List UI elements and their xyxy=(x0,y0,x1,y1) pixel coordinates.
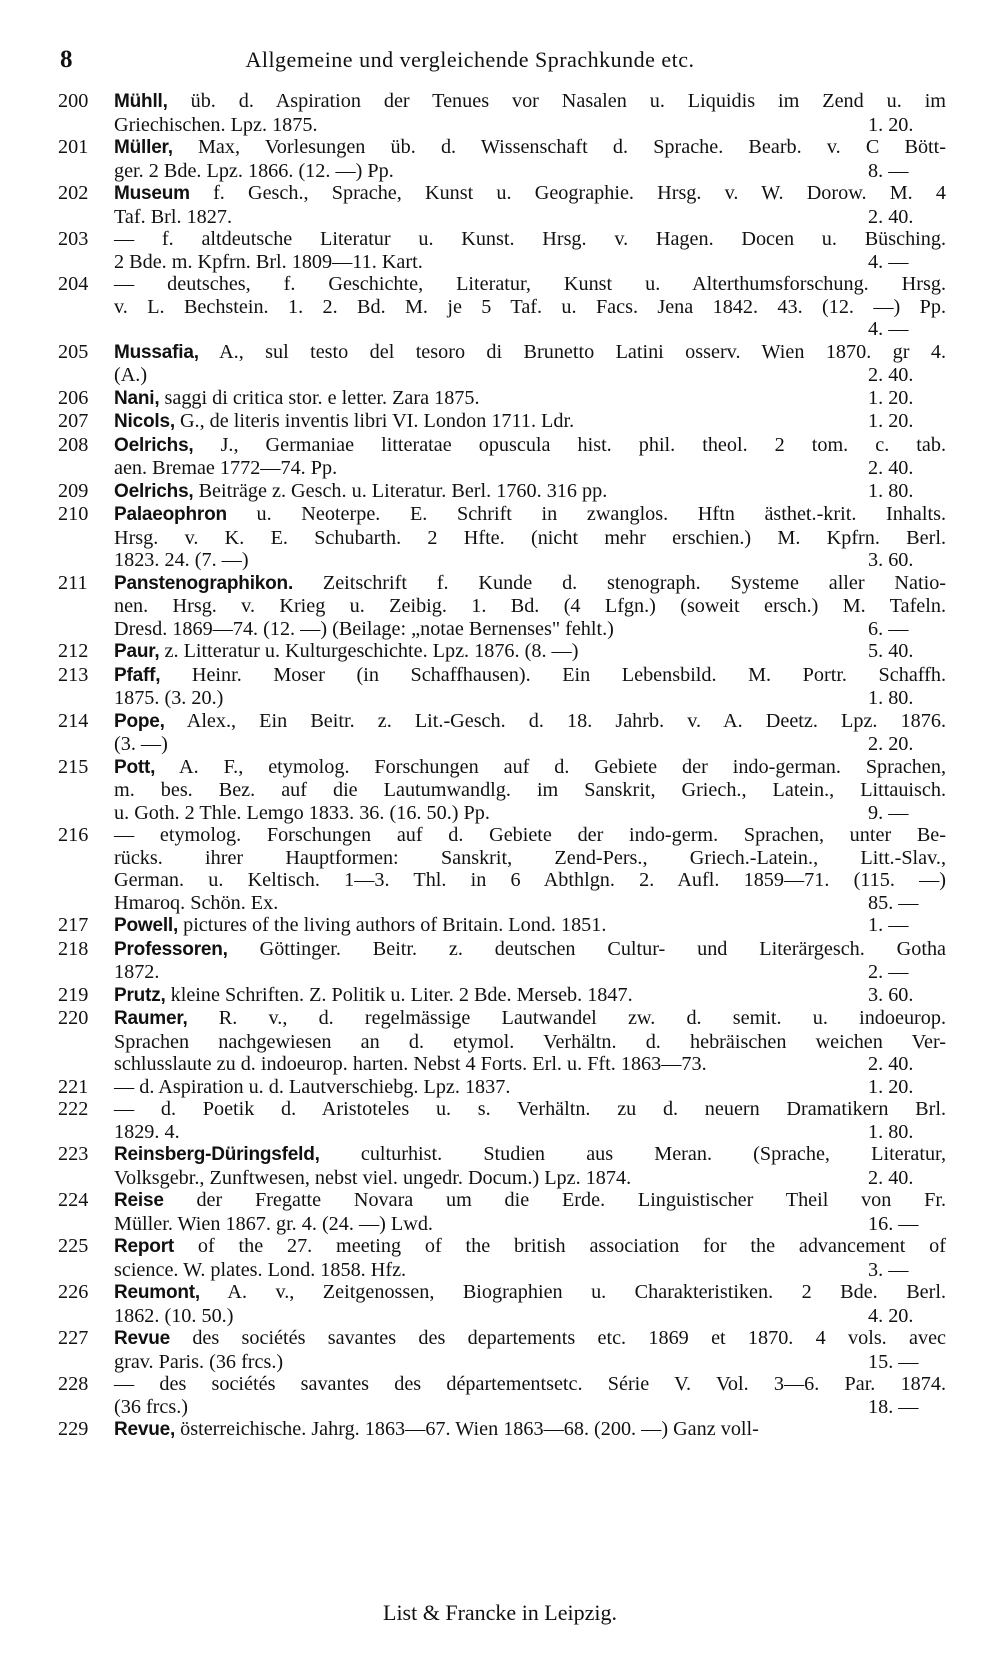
catalog-entry xyxy=(58,1076,946,1099)
entry-text: des sociétés savantes des departements etc. 1869 et 1870. 4 vols. avec xyxy=(192,1327,946,1349)
entry-line xyxy=(114,503,946,527)
entry-line xyxy=(114,756,946,780)
entry-author: Pfaff, xyxy=(114,664,161,686)
entry-body xyxy=(114,182,946,228)
entry-line xyxy=(114,984,946,1008)
entry-line xyxy=(114,182,946,206)
entry-number: 205 xyxy=(58,340,89,363)
entry-price: 2. 40. xyxy=(868,364,914,386)
entry-body xyxy=(114,914,946,938)
entry-line xyxy=(114,1007,946,1031)
entry-number: 211 xyxy=(58,571,88,594)
entry-author: Reumont, xyxy=(114,1282,201,1303)
entry-text: Beiträge z. Gesch. u. Literatur. Berl. 1760. 316 pp. xyxy=(198,479,608,502)
entry-text: üb. d. Aspiration der Tenues vor Nasalen u. Liquidis im Zend u. im xyxy=(190,90,947,112)
catalog-entry xyxy=(58,984,946,1008)
entry-author: Report xyxy=(114,1236,175,1257)
entry-number: 216 xyxy=(58,824,89,846)
entry-line xyxy=(114,1143,946,1167)
entry-number: 208 xyxy=(58,433,89,456)
entry-text: (A.) xyxy=(114,364,148,386)
entry-price: 2. — xyxy=(868,961,909,983)
entry-body xyxy=(114,1189,946,1235)
entry-price: 2. 40. xyxy=(868,457,914,479)
entry-text: saggi di critica stor. e letter. Zara 1875. xyxy=(164,386,480,409)
entry-text: f. Gesch., Sprache, Kunst u. Geographie. Hrsg. v. W. Dorow. M. 4 xyxy=(213,182,946,204)
catalog-entry xyxy=(58,228,946,273)
entry-line xyxy=(114,1121,946,1144)
entry-body xyxy=(114,640,946,664)
entry-text: grav. Paris. (36 frcs.) xyxy=(114,1350,284,1373)
entry-line xyxy=(114,527,946,550)
entry-text: G., de literis inventis libri VI. London 1711. Ldr. xyxy=(179,410,575,432)
entry-body xyxy=(114,387,946,411)
entry-price: 9. — xyxy=(868,801,909,824)
entry-body xyxy=(114,756,946,825)
entry-line xyxy=(114,687,946,710)
entry-author: Nani, xyxy=(114,387,160,409)
entry-text: — d. Aspiration u. d. Lautverschiebg. Lpz. 1837. xyxy=(114,1075,511,1098)
entry-price: 1. 80. xyxy=(868,687,914,709)
entry-line xyxy=(114,1351,946,1374)
entry-body xyxy=(114,410,946,434)
entry-author: Prutz, xyxy=(114,984,166,1006)
entry-number: 226 xyxy=(58,1281,89,1303)
entry-text: Zeitschrift f. Kunde d. stenograph. Systeme aller Natio- xyxy=(322,571,947,594)
entry-price: 16. — xyxy=(868,1212,919,1235)
entry-number: 212 xyxy=(58,640,89,662)
entry-text: v. L. Bechstein. 1. 2. Bd. M. je 5 Taf. u. Facs. Jena 1842. 43. (12. —) Pp. xyxy=(114,295,946,318)
catalog-entry xyxy=(58,710,946,756)
entry-price: 6. — xyxy=(868,617,909,640)
entry-number: 213 xyxy=(58,663,89,686)
entry-line xyxy=(114,938,946,962)
entry-line xyxy=(114,160,946,183)
entry-line xyxy=(114,1327,946,1351)
entry-text: Müller. Wien 1867. gr. 4. (24. —) Lwd. xyxy=(114,1212,433,1235)
entry-body xyxy=(114,1143,946,1189)
catalog-entry xyxy=(58,1189,946,1235)
entry-author: Powell, xyxy=(114,915,179,936)
entry-author: Reinsberg-Düringsfeld, xyxy=(114,1144,320,1165)
entry-number: 229 xyxy=(58,1418,89,1440)
entry-text: A. F., etymolog. Forschungen auf d. Gebiete der indo-german. Sprachen, xyxy=(179,755,946,778)
entry-text: schlusslaute zu d. indoeurop. harten. Nebst 4 Forts. Erl. u. Fft. 1863—73. xyxy=(114,1053,707,1075)
catalog-entry xyxy=(58,1235,946,1281)
catalog-entry xyxy=(58,824,946,914)
entry-number: 206 xyxy=(58,386,89,409)
entry-body xyxy=(114,824,946,914)
entry-line xyxy=(114,1031,946,1054)
entry-price: 4. 20. xyxy=(868,1304,914,1327)
entry-text: 1829. 4. xyxy=(114,1120,180,1143)
entry-line xyxy=(114,733,946,756)
entry-number: 214 xyxy=(58,709,89,732)
entry-text: German. u. Keltisch. 1—3. Thl. in 6 Abthlgn. 2. Aufl. 1859—71. (115. —) xyxy=(114,869,946,891)
entry-body xyxy=(114,664,946,710)
entry-price: 1. 80. xyxy=(868,479,914,502)
entry-text: (36 frcs.) xyxy=(114,1395,188,1418)
catalog-entry xyxy=(58,503,946,572)
entry-text: R. v., d. regelmässige Lautwandel zw. d. semit. u. indoeurop. xyxy=(218,1007,946,1029)
entry-body xyxy=(114,1098,946,1143)
entry-line xyxy=(114,914,946,938)
entry-body xyxy=(114,503,946,572)
entry-price: 4. — xyxy=(868,318,909,340)
entry-number: 220 xyxy=(58,1007,89,1029)
catalog-entry xyxy=(58,1007,946,1076)
page-number: 8 xyxy=(60,46,73,73)
entry-number: 215 xyxy=(58,755,89,778)
entry-text: nen. Hrsg. v. Krieg u. Zeibig. 1. Bd. (4 Lfgn.) (soweit ersch.) M. Tafeln. xyxy=(114,595,946,617)
entry-price: 1. 20. xyxy=(868,410,914,432)
entry-text: — deutsches, f. Geschichte, Literatur, Kunst u. Alterthumsforschung. Hrsg. xyxy=(114,273,946,295)
entry-number: 217 xyxy=(58,914,89,936)
entry-price: 18. — xyxy=(868,1395,919,1418)
entry-text: 1862. (10. 50.) xyxy=(114,1304,234,1327)
entry-body xyxy=(114,480,946,504)
entry-line xyxy=(114,1396,946,1419)
catalog-entry xyxy=(58,480,946,504)
entry-author: Mühll, xyxy=(114,91,168,112)
entry-price xyxy=(868,1418,946,1442)
entry-line xyxy=(114,228,946,251)
catalog-entry xyxy=(58,1098,946,1143)
entry-number: 218 xyxy=(58,937,89,960)
entry-text: Heinr. Moser (in Schaffhausen). Ein Lebensbild. M. Portr. Schaffh. xyxy=(191,663,947,686)
entry-price: 1. 20. xyxy=(868,113,914,136)
entry-body xyxy=(114,1373,946,1418)
entry-number: 223 xyxy=(58,1143,89,1165)
catalog-entry xyxy=(58,387,946,411)
entry-body xyxy=(114,1007,946,1076)
entry-author: Panstenographikon. xyxy=(114,572,294,594)
entry-line xyxy=(114,90,946,114)
entry-text: Alex., Ein Beitr. z. Lit.-Gesch. d. 18. Jahrb. v. A. Deetz. Lpz. 1876. xyxy=(186,709,946,732)
entry-author: Palaeophron xyxy=(114,504,227,525)
entry-price: 8. — xyxy=(868,159,909,182)
entry-price: 1. 20. xyxy=(868,386,914,409)
entry-line xyxy=(114,206,946,229)
entry-line xyxy=(114,1167,946,1190)
catalog-entry xyxy=(58,1327,946,1373)
entry-text: 1872. xyxy=(114,961,160,983)
entry-number: 222 xyxy=(58,1098,89,1120)
entry-body xyxy=(114,984,946,1008)
entry-line xyxy=(114,1259,946,1282)
entry-line xyxy=(114,1213,946,1236)
entry-line xyxy=(114,961,946,984)
entry-text: ger. 2 Bde. Lpz. 1866. (12. —) Pp. xyxy=(114,159,394,182)
entry-line xyxy=(114,1373,946,1396)
entry-line xyxy=(114,364,946,387)
entry-text: — etymolog. Forschungen auf d. Gebiete der indo-germ. Sprachen, unter Be- xyxy=(114,824,946,846)
entry-line xyxy=(114,273,946,296)
entry-line xyxy=(114,387,946,411)
entry-author: Nicols, xyxy=(114,411,175,432)
entry-line xyxy=(114,1235,946,1259)
entry-text: Max, Vorlesungen üb. d. Wissenschaft d. Sprache. Bearb. v. C Bött- xyxy=(197,136,946,158)
entry-body xyxy=(114,1076,946,1099)
entry-number: 224 xyxy=(58,1189,89,1211)
entry-body xyxy=(114,1281,946,1327)
catalog-entry xyxy=(58,90,946,136)
entry-price: 85. — xyxy=(868,891,919,914)
entry-price: 1. 20. xyxy=(868,1075,914,1098)
entry-number: 207 xyxy=(58,410,89,432)
entry-number: 227 xyxy=(58,1327,89,1349)
entry-number: 221 xyxy=(58,1075,89,1098)
entry-number: 200 xyxy=(58,90,89,112)
running-title: Allgemeine und vergleichende Sprachkunde etc. xyxy=(245,47,695,72)
entry-text: der Fregatte Novara um die Erde. Linguistischer Theil von Fr. xyxy=(196,1189,946,1211)
entry-author: Mussafia, xyxy=(114,341,199,363)
entry-number: 228 xyxy=(58,1373,89,1395)
entry-line xyxy=(114,1098,946,1121)
entry-author: Oelrichs, xyxy=(114,480,194,502)
entry-price: 2. 40. xyxy=(868,1166,914,1189)
catalog-entry xyxy=(58,434,946,480)
entry-number: 210 xyxy=(58,503,89,525)
entry-author: Revue xyxy=(114,1328,171,1349)
entry-body xyxy=(114,710,946,756)
entry-line xyxy=(114,892,946,915)
entry-text: J., Germaniae litteratae opuscula hist. phil. theol. 2 tom. c. tab. xyxy=(220,433,946,456)
entry-number: 225 xyxy=(58,1235,89,1257)
entry-line xyxy=(114,1281,946,1305)
entry-body xyxy=(114,938,946,984)
entry-line xyxy=(114,1189,946,1213)
entry-text: m. bes. Bez. auf die Lautumwandlg. im Sanskrit, Griech., Latein., Littauisch. xyxy=(114,779,946,801)
entry-line xyxy=(114,457,946,480)
catalog-entry xyxy=(58,640,946,664)
catalog-entry xyxy=(58,1143,946,1189)
entry-line xyxy=(114,802,946,825)
entry-text: Volksgebr., Zunftwesen, nebst viel. ungedr. Docum.) Lpz. 1874. xyxy=(114,1166,632,1189)
catalog-entry xyxy=(58,1281,946,1327)
entry-line xyxy=(114,595,946,618)
entry-text: aen. Bremae 1772—74. Pp. xyxy=(114,457,338,479)
entry-author: Oelrichs, xyxy=(114,434,194,456)
entry-text: — d. Poetik d. Aristoteles u. s. Verhältn. zu d. neuern Dramatikern Brl. xyxy=(114,1098,946,1120)
catalog-entry xyxy=(58,273,946,341)
entry-number: 204 xyxy=(58,273,89,295)
entry-text: Taf. Brl. 1827. xyxy=(114,205,233,228)
entry-body xyxy=(114,1327,946,1373)
entry-line xyxy=(114,114,946,137)
catalog-entry xyxy=(58,182,946,228)
entry-line xyxy=(114,341,946,365)
catalog-entry xyxy=(58,572,946,641)
entry-author: Paur, xyxy=(114,641,160,662)
entry-price: 3. — xyxy=(868,1258,909,1281)
entry-line xyxy=(114,251,946,274)
catalog-entry xyxy=(58,664,946,710)
catalog-entry xyxy=(58,341,946,387)
catalog-entry xyxy=(58,136,946,182)
entry-price: 1. — xyxy=(868,914,909,936)
entry-text: A. v., Zeitgenossen, Biographien u. Charakteristiken. 2 Bde. Berl. xyxy=(227,1281,946,1303)
entry-text: — f. altdeutsche Literatur u. Kunst. Hrsg. v. Hagen. Docen u. Büsching. xyxy=(114,228,946,250)
entry-line xyxy=(114,318,946,341)
entry-text: Hrsg. v. K. E. Schubarth. 2 Hfte. (nicht mehr erschien.) M. Kpfrn. Berl. xyxy=(114,526,946,549)
entry-line xyxy=(114,824,946,847)
entry-price: 3. 60. xyxy=(868,549,914,571)
entry-price: 2. 40. xyxy=(868,1053,914,1075)
entry-text: kleine Schriften. Z. Politik u. Liter. 2 Bde. Merseb. 1847. xyxy=(170,983,633,1006)
entry-price: 1. 80. xyxy=(868,1120,914,1143)
catalog-entry xyxy=(58,914,946,938)
entry-line xyxy=(114,1053,946,1076)
entry-line xyxy=(114,1305,946,1328)
entry-author: Reise xyxy=(114,1190,164,1211)
entry-line xyxy=(114,847,946,870)
entry-line xyxy=(114,869,946,892)
entry-text: Griechischen. Lpz. 1875. xyxy=(114,113,318,136)
entry-text: Sprachen nachgewiesen an d. etymol. Verhältn. d. hebräischen weichen Ver- xyxy=(114,1030,946,1053)
entry-author: Müller, xyxy=(114,137,173,158)
entry-price: 5. 40. xyxy=(868,640,914,662)
entry-text: 1875. (3. 20.) xyxy=(114,687,224,709)
entry-text: 1823. 24. (7. —) xyxy=(114,549,249,571)
entry-text: of the 27. meeting of the british association for the advancement of xyxy=(197,1235,946,1257)
entry-number: 209 xyxy=(58,479,89,502)
entry-line xyxy=(114,1076,946,1099)
entry-line xyxy=(114,710,946,734)
entry-line xyxy=(114,618,946,641)
catalog-entry xyxy=(58,1373,946,1418)
entry-author: Pott, xyxy=(114,756,156,778)
entry-body xyxy=(114,228,946,273)
entry-text: Hmaroq. Schön. Ex. xyxy=(114,891,279,914)
entry-line xyxy=(114,136,946,160)
entry-line xyxy=(114,1418,946,1442)
entry-line xyxy=(114,779,946,802)
entry-text: pictures of the living authors of Britain. Lond. 1851. xyxy=(183,914,607,936)
entry-text: u. Neoterpe. E. Schrift in zwanglos. Hftn ästhet.-krit. Inhalts. xyxy=(256,503,947,525)
entry-text: Göttinger. Beitr. z. deutschen Cultur- und Literärgesch. Gotha xyxy=(259,937,946,960)
entry-number: 219 xyxy=(58,983,89,1006)
entry-author: Pope, xyxy=(114,710,165,732)
publisher-footer: List & Francke in Leipzig. xyxy=(383,1600,617,1625)
entry-line xyxy=(114,572,946,596)
entry-price: 2. 40. xyxy=(868,205,914,228)
entry-line xyxy=(114,480,946,504)
entry-number: 203 xyxy=(58,228,89,250)
entry-body xyxy=(114,572,946,641)
entry-price: 3. 60. xyxy=(868,983,914,1006)
entry-line xyxy=(114,640,946,664)
page-header xyxy=(60,40,940,80)
entry-line xyxy=(114,410,946,434)
entry-author: Museum xyxy=(114,183,190,204)
catalog-entry xyxy=(58,756,946,825)
catalog-entries xyxy=(58,90,946,1442)
entry-text: 2 Bde. m. Kpfrn. Brl. 1809—11. Kart. xyxy=(114,250,423,273)
entry-text: (3. —) xyxy=(114,733,168,755)
entry-number: 202 xyxy=(58,182,89,204)
entry-text: u. Goth. 2 Thle. Lemgo 1833. 36. (16. 50.) Pp. xyxy=(114,801,490,824)
entry-text: österreichische. Jahrg. 1863—67. Wien 1863—68. (200. —) Ganz voll- xyxy=(180,1418,759,1440)
entry-number: 201 xyxy=(58,136,89,158)
entry-text: rücks. ihrer Hauptformen: Sanskrit, Zend-Pers., Griech.-Latein., Litt.-Slav., xyxy=(114,846,946,869)
entry-body xyxy=(114,434,946,480)
entry-body xyxy=(114,273,946,341)
entry-body xyxy=(114,341,946,387)
entry-text: science. W. plates. Lond. 1858. Hfz. xyxy=(114,1258,407,1281)
entry-body xyxy=(114,136,946,182)
entry-text: Dresd. 1869—74. (12. —) (Beilage: „notae Bernenses" fehlt.) xyxy=(114,617,614,640)
entry-text: A., sul testo del tesoro di Brunetto Latini osserv. Wien 1870. gr 4. xyxy=(219,340,947,363)
entry-author: Raumer, xyxy=(114,1008,188,1029)
catalog-entry xyxy=(58,410,946,434)
entry-price: 4. — xyxy=(868,250,909,273)
entry-body xyxy=(114,90,946,136)
entry-line xyxy=(114,434,946,458)
entry-text: — des sociétés savantes des départementsetc. Série V. Vol. 3—6. Par. 1874. xyxy=(114,1373,946,1395)
entry-line xyxy=(114,296,946,319)
catalog-entry xyxy=(58,1418,946,1442)
entry-text: z. Litteratur u. Kulturgeschichte. Lpz. 1876. (8. —) xyxy=(164,640,579,662)
entry-author: Professoren, xyxy=(114,938,228,960)
entry-author: Revue, xyxy=(114,1419,176,1440)
entry-price: 15. — xyxy=(868,1350,919,1373)
catalog-entry xyxy=(58,938,946,984)
entry-text: culturhist. Studien aus Meran. (Sprache, Literatur, xyxy=(360,1143,946,1165)
entry-line xyxy=(114,549,946,572)
entry-line xyxy=(114,664,946,688)
entry-body xyxy=(114,1418,946,1442)
entry-price: 2. 20. xyxy=(868,733,914,755)
entry-body xyxy=(114,1235,946,1281)
